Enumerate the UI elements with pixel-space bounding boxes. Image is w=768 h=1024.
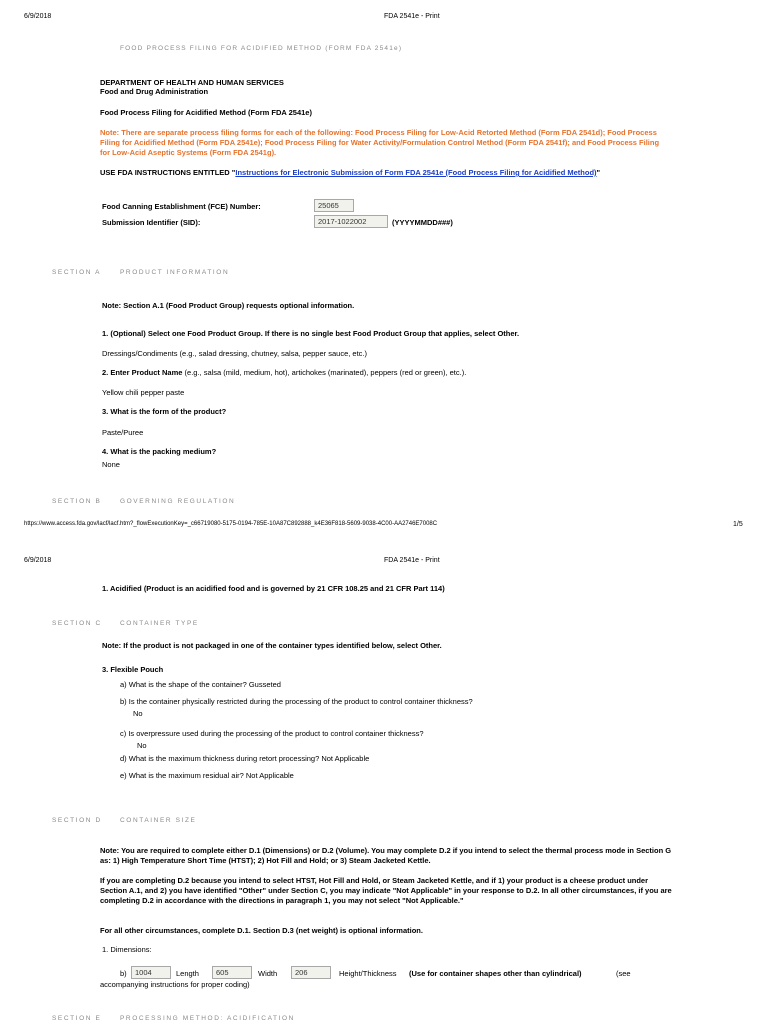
- section-b-label: SECTION B: [52, 498, 102, 505]
- footer-url: https://www.access.fda.gov/lacf/lacf.htm?_flowExecutionKey=_c66719080-5175-0194-785E-10A87C892888_k4E36F818-5609-9038-4C00-AA2746E7008C: [24, 521, 438, 527]
- width-label: Width: [258, 969, 278, 978]
- dimension-b-prefix: b): [120, 969, 127, 978]
- pouch-q-a: a) What is the shape of the container? Gusseted: [120, 680, 281, 689]
- section-a-title: PRODUCT INFORMATION: [120, 269, 230, 276]
- print-date-2: 6/9/2018: [24, 557, 52, 564]
- pouch-a-c: No: [137, 741, 147, 750]
- section-a-note: Note: Section A.1 (Food Product Group) requests optional information.: [102, 301, 355, 310]
- answer-2: Yellow chili pepper paste: [102, 388, 185, 397]
- department-heading: DEPARTMENT OF HEALTH AND HUMAN SERVICES: [100, 78, 284, 87]
- section-b-title: GOVERNING REGULATION: [120, 498, 236, 505]
- sid-label: Submission Identifier (SID):: [102, 218, 201, 227]
- section-e-title: PROCESSING METHOD: ACIDIFICATION: [120, 1015, 295, 1022]
- fce-number-field[interactable]: 25065: [314, 199, 354, 212]
- answer-3: Paste/Puree: [102, 428, 144, 437]
- question-2: 2. Enter Product Name (e.g., salsa (mild, medium, hot), artichokes (marinated), peppers (red or green), etc.).: [102, 368, 467, 377]
- pouch-q-c: c) Is overpressure used during the processing of the product to control container thickness?: [120, 729, 424, 738]
- section-d-note-3: For all other circumstances, complete D.1. Section D.3 (net weight) is optional information.: [100, 926, 423, 935]
- container-flexible-pouch: 3. Flexible Pouch: [102, 665, 164, 674]
- dimension-see: (see: [616, 969, 631, 978]
- pouch-a-b: No: [133, 709, 143, 718]
- section-d-note-2: If you are completing D.2 because you intend to select HTST, Hot Fill and Hold, or Steam Jacketed Kettle, and if 1) your product is a cheese product under Section A.1, and 2) you have identified "Other" under Section C, you may indicate "Not Applicable" in your response to D.2. In all other circumstances, if you are completing D.2 in accordance with the directions in paragraph 1, you may not select "Not Applicable.": [100, 876, 672, 905]
- section-a-label: SECTION A: [52, 269, 102, 276]
- sid-format: (YYYYMMDD###): [392, 218, 453, 227]
- section-c-note: Note: If the product is not packaged in one of the container types identified below, select Other.: [102, 641, 442, 650]
- pouch-q-e: e) What is the maximum residual air? Not Applicable: [120, 771, 294, 780]
- print-title-2: FDA 2541e - Print: [384, 557, 440, 564]
- footer-page: 1/5: [733, 521, 743, 528]
- form-title: Food Process Filing for Acidified Method (Form FDA 2541e): [100, 108, 312, 117]
- fce-label: Food Canning Establishment (FCE) Number:: [102, 202, 261, 211]
- height-field[interactable]: 206: [291, 966, 331, 979]
- question-1: 1. (Optional) Select one Food Product Group. If there is no single best Food Product Group that applies, select Other.: [102, 329, 520, 338]
- dimensions-label: 1. Dimensions:: [102, 945, 152, 954]
- instructions-line: USE FDA INSTRUCTIONS ENTITLED "Instructions for Electronic Submission of Form FDA 2541e (Food Process Filing for Acidified Method)": [100, 168, 601, 177]
- pouch-q-b: b) Is the container physically restricted during the processing of the product to control container thickness?: [120, 697, 473, 706]
- dimension-see-instructions: accompanying instructions for proper coding): [100, 980, 250, 989]
- section-e-label: SECTION E: [52, 1015, 102, 1022]
- section-c-label: SECTION C: [52, 620, 102, 627]
- length-label: Length: [176, 969, 199, 978]
- instructions-link[interactable]: Instructions for Electronic Submission of Form FDA 2541e (Food Process Filing for Acidified Method): [235, 168, 597, 177]
- form-note: Note: There are separate process filing forms for each of the following: Food Process Filing for Low-Acid Retorted Method (Form FDA 2541d); Food Process Filing for Acidified Method (Form FDA 2541e); Food Process Filing for Water Activity/Formulation Control Method (Form FDA 2541f); and Food Process Filing for Low-Acid Aseptic Systems (Form FDA 2541g).: [100, 128, 660, 157]
- section-d-note-1: Note: You are required to complete either D.1 (Dimensions) or D.2 (Volume). You may complete D.2 if you intend to select the thermal process mode in Section G as: 1) High Temperature Short Time (HTST); 2) Hot Fill and Hold; or 3) Steam Jacketed Kettle.: [100, 846, 672, 865]
- governing-acidified: 1. Acidified (Product is an acidified food and is governed by 21 CFR 108.25 and 21 CFR Part 114): [102, 584, 445, 593]
- answer-1: Dressings/Condiments (e.g., salad dressing, chutney, salsa, pepper sauce, etc.): [102, 349, 367, 358]
- agency-heading: Food and Drug Administration: [100, 87, 209, 96]
- print-title: FDA 2541e - Print: [384, 13, 440, 20]
- height-label: Height/Thickness: [339, 969, 397, 978]
- question-4: 4. What is the packing medium?: [102, 447, 217, 456]
- length-field[interactable]: 1004: [131, 966, 171, 979]
- pouch-q-d: d) What is the maximum thickness during retort processing? Not Applicable: [120, 754, 370, 763]
- section-d-label: SECTION D: [52, 817, 102, 824]
- section-c-title: CONTAINER TYPE: [120, 620, 199, 627]
- width-field[interactable]: 605: [212, 966, 252, 979]
- print-date: 6/9/2018: [24, 13, 52, 20]
- answer-4: None: [102, 460, 120, 469]
- form-caption: FOOD PROCESS FILING FOR ACIDIFIED METHOD (FORM FDA 2541e): [120, 45, 403, 52]
- dimension-usage-note: (Use for container shapes other than cylindrical): [409, 969, 582, 978]
- question-3: 3. What is the form of the product?: [102, 407, 227, 416]
- section-d-title: CONTAINER SIZE: [120, 817, 197, 824]
- sid-field[interactable]: 2017-1022002: [314, 215, 388, 228]
